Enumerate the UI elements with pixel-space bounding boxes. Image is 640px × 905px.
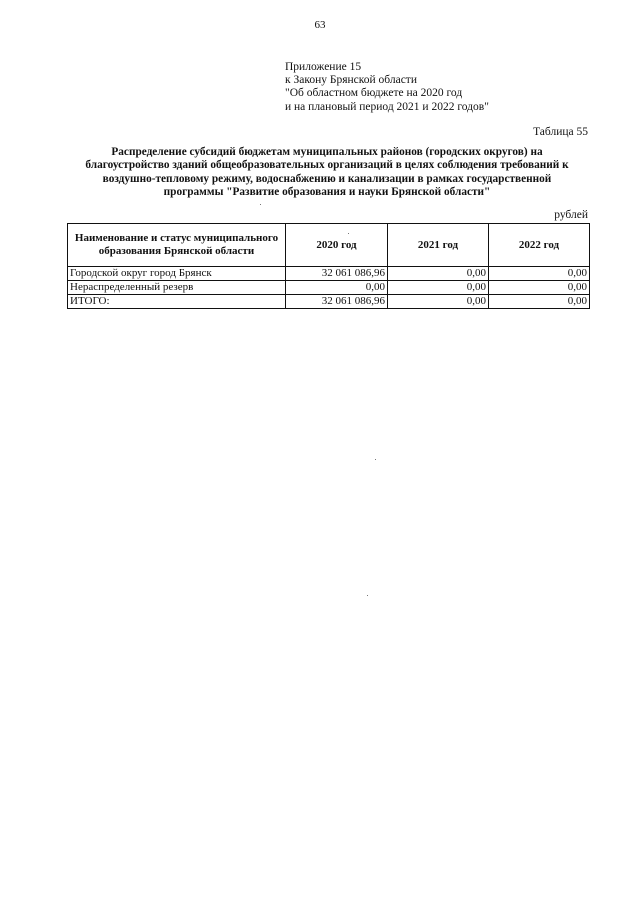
cell-name: ИТОГО: [68, 295, 286, 309]
subsidy-table [67, 223, 590, 309]
cell-2021: 0,00 [388, 295, 489, 309]
cell-2020: 32 061 086,96 [286, 267, 388, 281]
cell-2020: 32 061 086,96 [286, 295, 388, 309]
appendix-line: Приложение 15 [285, 61, 362, 73]
appendix-line: "Об областном бюджете на 2020 год [285, 87, 463, 100]
units-label: рублей [554, 209, 588, 221]
appendix-line: к Закону Брянской области [285, 74, 417, 87]
scan-speck [348, 233, 349, 234]
document-title [64, 146, 590, 200]
appendix-line: и на плановый период 2021 и 2022 годов" [285, 100, 489, 113]
header-municipality: Наименование и статус муниципального образования Брянской области [68, 224, 286, 267]
title-line: благоустройство зданий общеобразовательных организаций в целях соблюдения требований к [85, 159, 569, 172]
table-row [68, 267, 590, 281]
title-line: воздушно-тепловому режиму, водоснабжению и канализации в рамках государственной [102, 172, 552, 185]
header-year-2021: 2021 год [388, 224, 489, 267]
table-number: Таблица 55 [533, 126, 588, 138]
cell-2021: 0,00 [388, 281, 489, 295]
table-header-row [68, 224, 590, 267]
table-row-total [68, 295, 590, 309]
scan-speck [367, 595, 368, 596]
cell-name: Нераспределенный резерв [68, 281, 286, 295]
title-line: Распределение субсидий бюджетам муниципальных районов (городских округов) на [111, 146, 543, 158]
cell-2022: 0,00 [489, 267, 590, 281]
cell-2021: 0,00 [388, 267, 489, 281]
header-year-2022: 2022 год [489, 224, 590, 267]
cell-2022: 0,00 [489, 295, 590, 309]
scan-speck [260, 204, 261, 205]
cell-2022: 0,00 [489, 281, 590, 295]
cell-name: Городской округ город Брянск [68, 267, 286, 281]
scan-speck [375, 459, 376, 460]
table-row [68, 281, 590, 295]
appendix-note [285, 61, 615, 114]
header-year-2020: 2020 год [286, 224, 388, 267]
page-number: 63 [314, 19, 326, 31]
cell-2020: 0,00 [286, 281, 388, 295]
title-line: программы "Развитие образования и науки Брянской области" [163, 186, 491, 199]
